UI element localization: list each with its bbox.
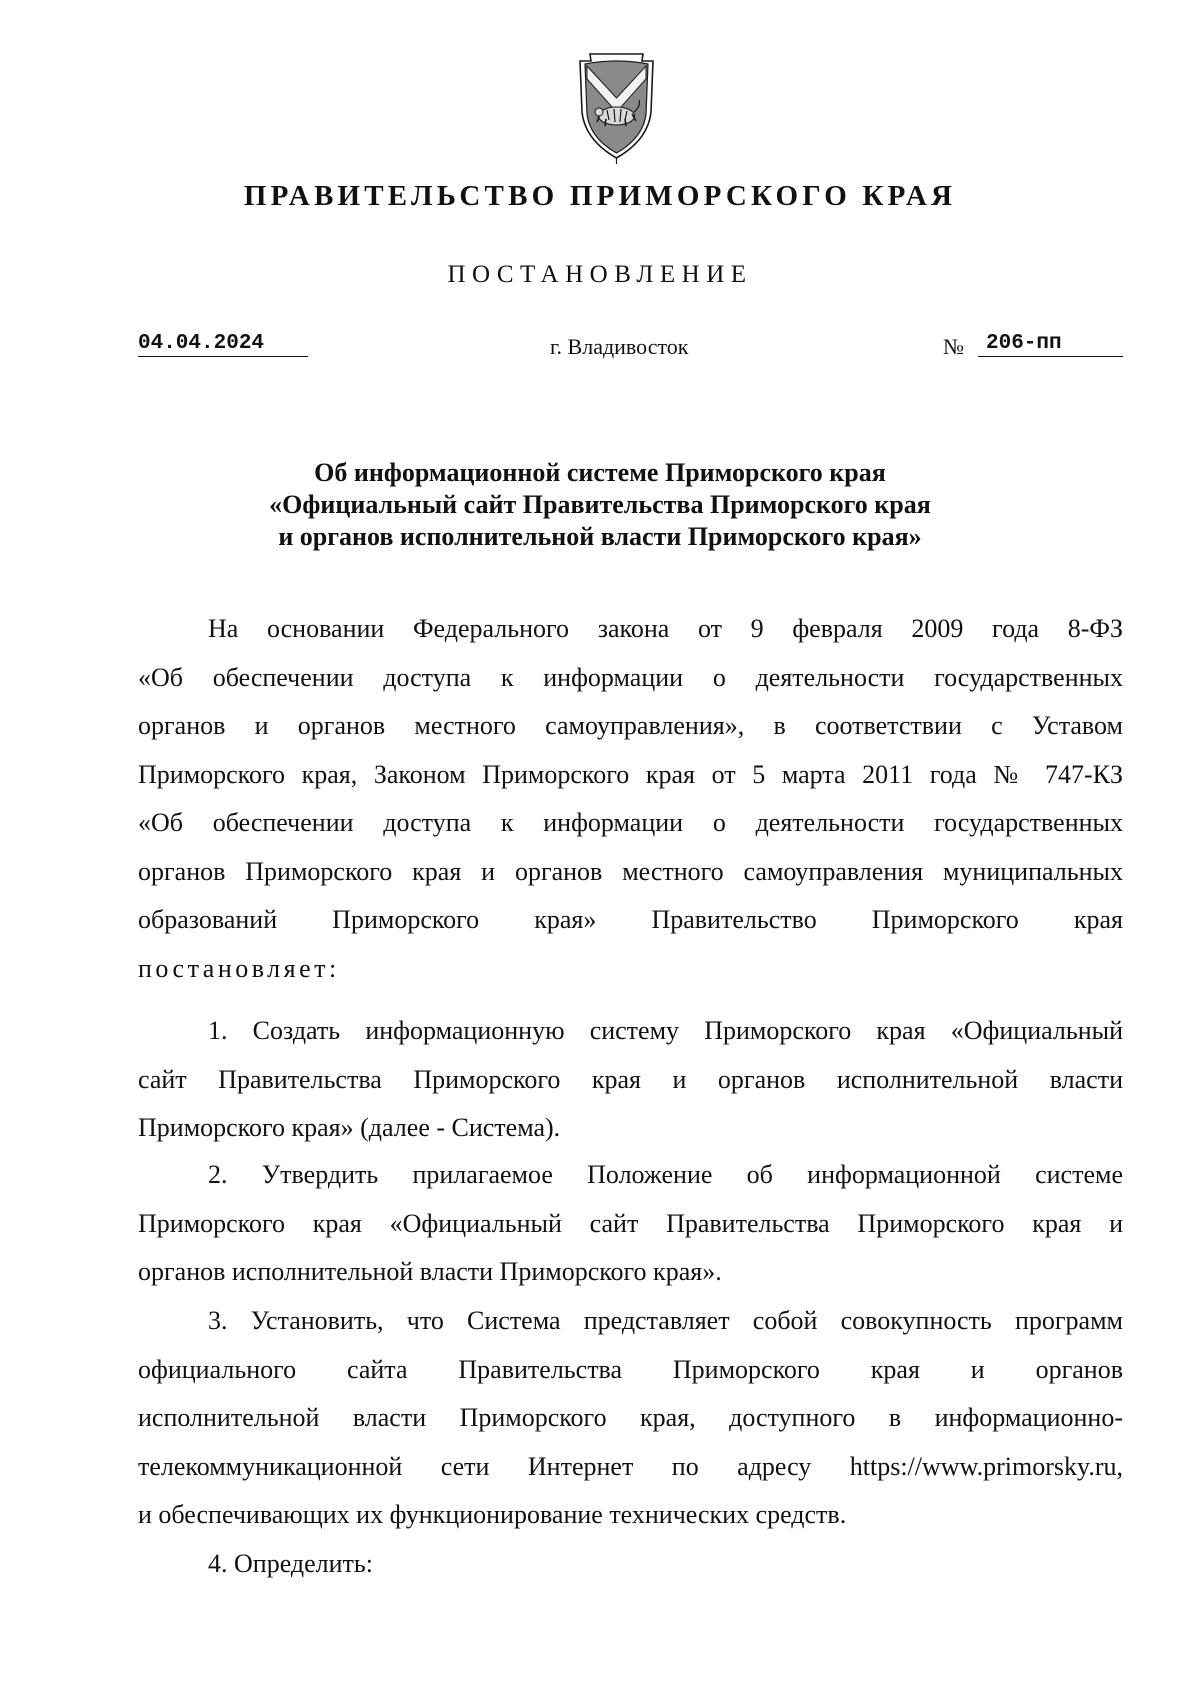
- text-line: 3. Установить, что Система представляет собой совокупность программ: [208, 1306, 1123, 1335]
- decree-word: постановляет:: [138, 953, 340, 983]
- intro-paragraph: [138, 605, 1123, 993]
- text-line: Приморского края «Официальный сайт Правительства Приморского края и: [138, 1208, 1123, 1238]
- text-line: Приморского края» (далее - Система).: [138, 1113, 561, 1142]
- text-line: сайт Правительства Приморского края и органов исполнительной власти: [138, 1064, 1123, 1094]
- number-sign: №: [943, 334, 964, 359]
- text-line: и обеспечивающих их функционирование технических средств.: [138, 1500, 847, 1529]
- text-line: На основании Федерального закона от 9 февраля 2009 года 8-ФЗ: [208, 614, 1123, 643]
- text-line: 2. Утвердить прилагаемое Положение об информационной системе: [208, 1160, 1123, 1189]
- document-title: [0, 457, 1200, 553]
- document-city: г. Владивосток: [550, 334, 689, 359]
- list-item: [138, 1151, 1123, 1297]
- text-line: органов Приморского края и органов местного самоуправления муниципальных: [138, 856, 1123, 886]
- coat-of-arms-emblem: [573, 52, 660, 166]
- list-item: [138, 1007, 1123, 1153]
- document-title-line: Об информационной системе Приморского края: [314, 458, 886, 487]
- government-title: ПРАВИТЕЛЬСТВО ПРИМОРСКОГО КРАЯ: [243, 180, 957, 212]
- text-line: органов и органов местного самоуправления», в соответствии с Уставом: [138, 711, 1123, 740]
- text-line: исполнительной власти Приморского края, доступного в информационно-: [138, 1403, 1123, 1432]
- text-line: «Об обеспечении доступа к информации о деятельности государственных: [138, 808, 1123, 837]
- document-title-line: и органов исполнительной власти Приморского края»: [278, 522, 922, 551]
- text-line: органов исполнительной власти Приморского края».: [138, 1257, 722, 1286]
- text-line: 1. Создать информационную систему Приморского края «Официальный: [208, 1016, 1123, 1045]
- text-line: образований Приморского края» Правительство Приморского края: [138, 905, 1123, 934]
- document-title-line: «Официальный сайт Правительства Приморского края: [269, 490, 931, 519]
- document-date: 04.04.2024: [138, 332, 308, 357]
- document-number: 206-пп: [978, 332, 1123, 357]
- text-line: Приморского края, Законом Приморского края от 5 марта 2011 года № 747-КЗ: [138, 759, 1123, 789]
- text-line: «Об обеспечении доступа к информации о деятельности государственных: [138, 662, 1123, 692]
- document-type: ПОСТАНОВЛЕНИЕ: [447, 261, 753, 288]
- text-line: официального сайта Правительства Приморского края и органов: [138, 1354, 1123, 1384]
- list-item: [138, 1540, 1123, 1589]
- text-line: 4. Определить:: [208, 1549, 373, 1578]
- list-item: [138, 1297, 1123, 1540]
- text-line: телекоммуникационной сети Интернет по адресу https://www.primorsky.ru,: [138, 1451, 1123, 1481]
